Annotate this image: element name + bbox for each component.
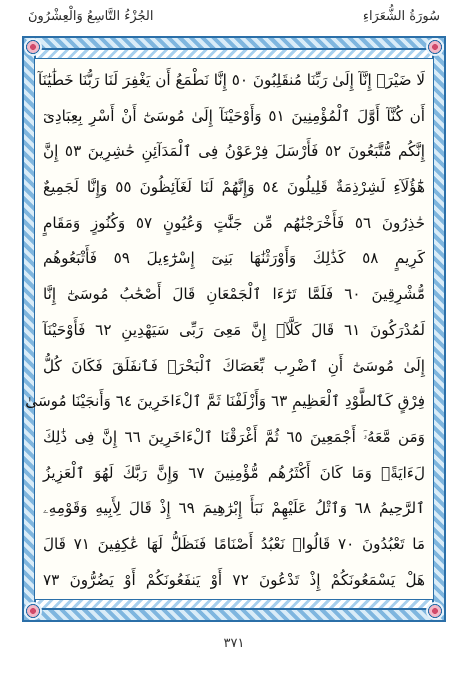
text-line: مَا تَعْبُدُونَ ٧٠ قَالُوا۟ نَعْبُدُ أَصْنَامًا فَنَظَلُّ لَهَا عَٰكِفِينَ ٧١ قَالَ: [43, 534, 426, 553]
corner-rosette-icon: [426, 602, 444, 620]
text-line: هَلْ يَسْمَعُونَكُمْ إِذْ تَدْعُونَ ٧٢ أَوْ يَنفَعُونَكُمْ أَوْ يَضُرُّونَ ٧٣: [43, 570, 425, 589]
text-line: إِنَّكُم مُّتَّبَعُونَ ٥٢ فَأَرْسَلَ فِرْعَوْنُ فِى ٱلْمَدَآئِنِ حَٰشِرِينَ ٥٣ إِنَّ: [43, 142, 425, 161]
text-line: حَٰذِرُونَ ٥٦ فَأَخْرَجْنَٰهُم مِّن جَنَّٰتٍ وَعُيُونٍ ٥٧ وَكُنُوزٍ وَمَقَامٍ: [43, 213, 426, 232]
text-line: مُّشْرِقِينَ ٦٠ فَلَمَّا تَرَٰٓءَا ٱلْجَمْعَانِ قَالَ أَصْحَٰبُ مُوسَىٰٓ إِنَّا: [43, 285, 425, 304]
text-line: لَا ضَيْرَۖ إِنَّآ إِلَىٰ رَبِّنَا مُنقَلِبُونَ ٥٠ إِنَّا نَطْمَعُ أَن يَغْفِرَ لَنَا رَبُّنَا خَطَٰيَٰنَآ: [38, 71, 425, 89]
text-line: لَمُدْرَكُونَ ٦١ قَالَ كَلَّآۖ إِنَّ مَعِىَ رَبِّى سَيَهْدِينِ ٦٢ فَأَوْحَيْنَآ: [43, 320, 426, 339]
text-line: إِلَىٰ مُوسَىٰٓ أَنِ ٱضْرِب بِّعَصَاكَ ٱلْبَحْرَۖ فَٱنفَلَقَ فَكَانَ كُلُّ: [43, 356, 425, 375]
text-line: وَمَن مَّعَهُۥٓ أَجْمَعِينَ ٦٥ ثُمَّ أَغْرَقْنَا ٱلْءَاخَرِينَ ٦٦ إِنَّ فِى ذَٰلِكَ: [43, 427, 426, 446]
surah-title: سُورَةُ الشُّعَرَاءِ: [362, 9, 440, 24]
juz-title: الجُزْءُ التَّاسِعُ وَالْعِشْرُونَ: [28, 9, 154, 24]
corner-rosette-icon: [24, 602, 42, 620]
quran-text-panel: [25, 58, 434, 600]
text-line: أَن كُنَّآ أَوَّلَ ٱلْمُؤْمِنِينَ ٥١ وَأَوْحَيْنَآ إِلَىٰ مُوسَىٰٓ أَنْ أَسْرِ بِعِبَادِىٓ: [43, 106, 425, 125]
text-line: هَٰٓؤُلَآءِ لَشِرْذِمَةٌ قَلِيلُونَ ٥٤ وَإِنَّهُمْ لَنَا لَغَآئِظُونَ ٥٥ وَإِنَّا لَجَمِيعٌ: [43, 178, 425, 197]
text-line: لَءَايَةًۖ وَمَا كَانَ أَكْثَرُهُم مُّؤْمِنِينَ ٦٧ وَإِنَّ رَبَّكَ لَهُوَ ٱلْعَزِيزُ: [43, 463, 425, 482]
text-line: ٱلرَّحِيمُ ٦٨ وَٱتْلُ عَلَيْهِمْ نَبَأَ إِبْرَٰهِيمَ ٦٩ إِذْ قَالَ لِأَبِيهِ وَقَوْمِهِۦ: [43, 499, 425, 518]
text-line: فِرْقٍ كَٱلطَّوْدِ ٱلْعَظِيمِ ٦٣ وَأَزْلَفْنَا ثَمَّ ٱلْءَاخَرِينَ ٦٤ وَأَنجَيْنَا مُوسَىٰ: [25, 392, 425, 411]
corner-rosette-icon: [426, 38, 444, 56]
page-number: ٣٧١: [223, 636, 245, 651]
text-line: كَرِيمٍ ٥٨ كَذَٰلِكَ وَأَوْرَثْنَٰهَا بَنِىٓ إِسْرَٰٓءِيلَ ٥٩ فَأَتْبَعُوهُم: [43, 249, 425, 268]
corner-rosette-icon: [24, 38, 42, 56]
